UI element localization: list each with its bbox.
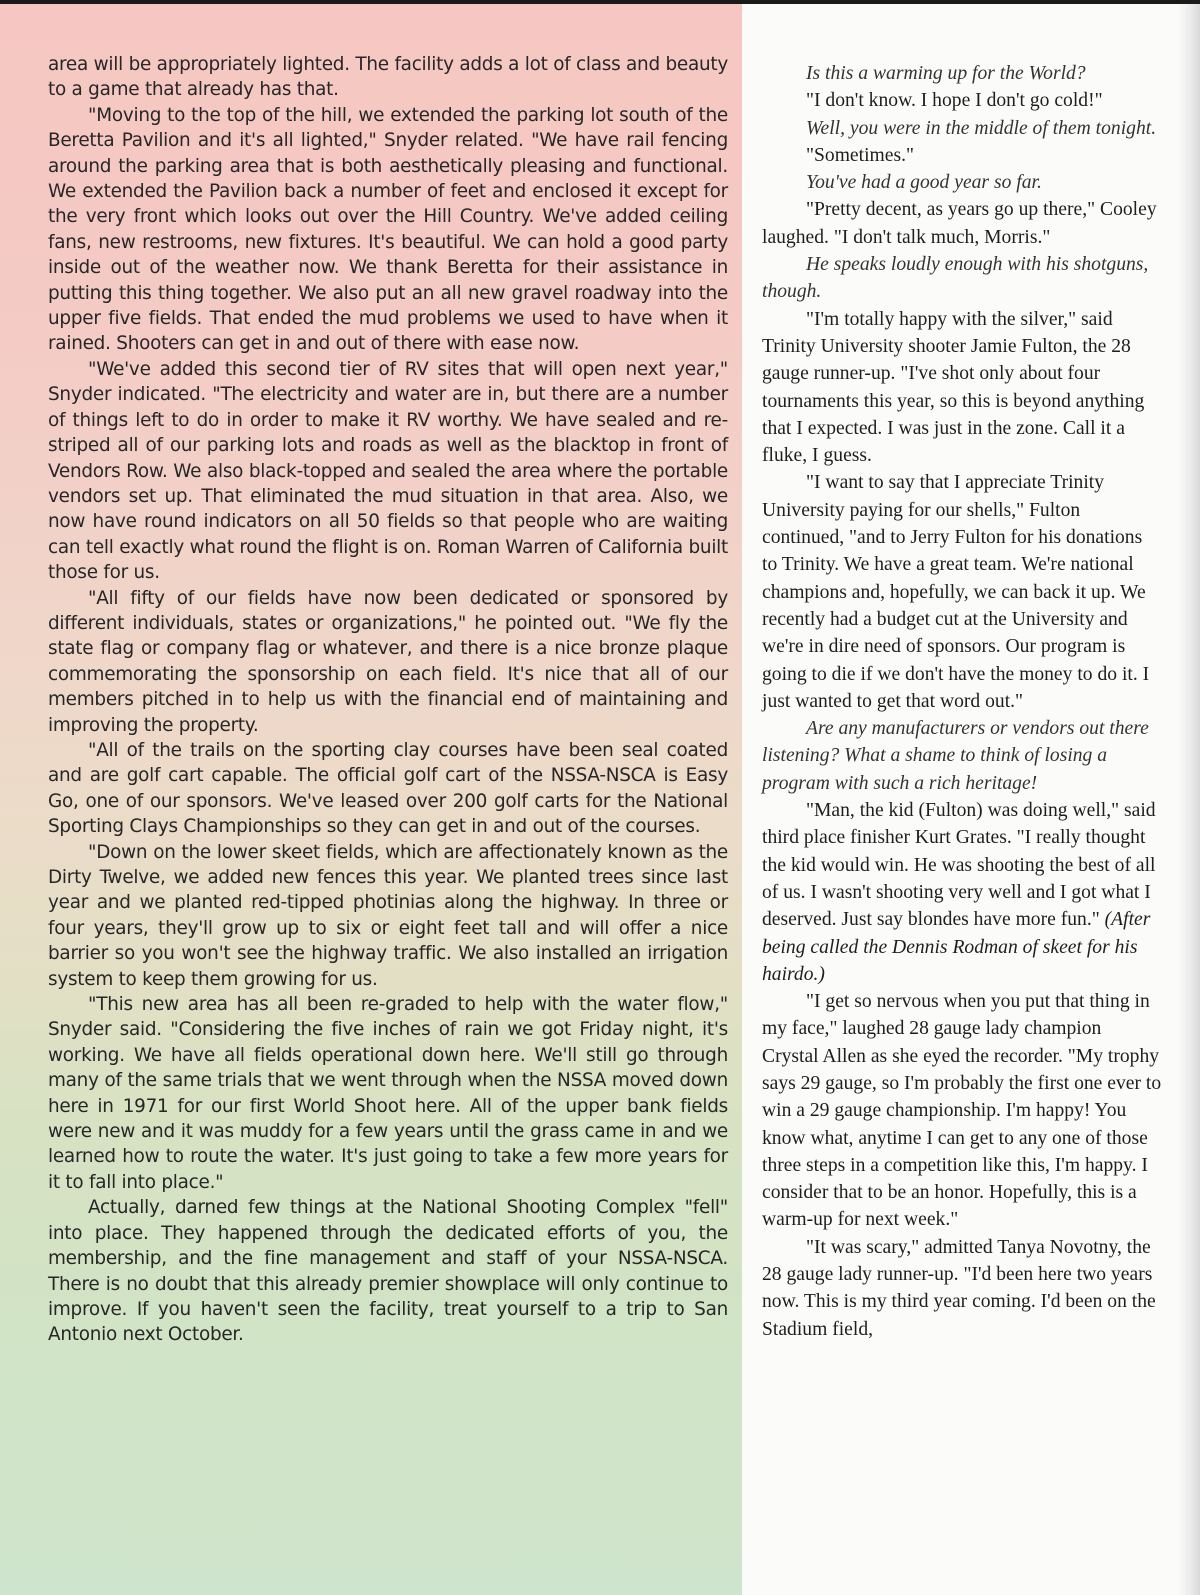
page-right-edge [1178, 4, 1200, 1595]
right-paragraph-4: "Sometimes." [806, 144, 914, 166]
right-paragraph-1: Is this a warming up for the World? [806, 63, 1086, 84]
right-paragraph-7: He speaks loudly enough with his shotguns, though. [762, 254, 1149, 303]
left-paragraph-8: Actually, darned few things at the National Shooting Complex "fell" into place. They happened through the dedicated efforts of you, the membership, and the fine management and staff of your NSSA-NSCA. There is no doubt that this already premier showplace will only continue to improve. If you haven't seen the facility, treat yourself to a trip to San Antonio next October. [48, 1197, 728, 1346]
left-paragraph-6: "Down on the lower skeet fields, which are affectionately known as the Dirty Twelve, we added new fences this year. We planted trees since last year and we planted red-tipped photinias along the highway. In three or four years, they'll grow up to six or eight feet tall and will offer a nice barrier so you won't see the highway traffic. We also installed an irrigation system to keep them growing for us. [48, 841, 728, 990]
left-paragraph-7: "This new area has all been re-graded to help with the water flow," Snyder said. "Considering the five inches of rain we got Friday night, it's working. We have all fields operational down here. We'll still go through many of the same trials that we went through when the NSSA moved down here in 1971 for our first World Shoot here. All of the upper bank fields were new and it was muddy for a few years until the grass came in and we learned how to route the water. It's just going to take a few more years for it to fall into place." [48, 994, 728, 1193]
right-paragraph-11-text: "Man, the kid (Fulton) was doing well," said third place finisher Kurt Grates. "I really thought the kid would win. He was shooting the best of all of us. I wasn't shooting very well and I got what I deserved. Just say blondes have more fun." [762, 800, 1156, 931]
left-paragraph-4: "All fifty of our fields have now been dedicated or sponsored by different individuals, states or organizations," he pointed out. "We fly the state flag or company flag or whatever, and there is a nice bronze plaque commemorating the sponsorship on each field. It's nice that all of our members pitched in to help us with the financial end of maintaining and improving the property. [48, 587, 728, 736]
right-paragraph-10: Are any manufacturers or vendors out there listening? What a shame to think of losing a program with such a rich heritage! [762, 718, 1149, 794]
right-paragraph-9: "I want to say that I appreciate Trinity University paying for our shells," Fulton continued, "and to Jerry Fulton for his donations to Trinity. We have a great team. We're national champions and, hopefully, we can back it up. We recently had a budget cut at the University and we're in dire need of sponsors. Our program is going to die if we don't have the money to do it. I just wanted to get that word out." [762, 472, 1150, 712]
right-paragraph-11-italic: (After being called the Dennis Rodman of skeet for his hairdo.) [762, 909, 1151, 985]
left-paragraph-2: "Moving to the top of the hill, we extended the parking lot south of the Beretta Pavilion and it's all lighted," Snyder related. "We have rail fencing around the parking area that is both aesthetically pleasing and functional. We extended the Pavilion back a number of feet and enclosed it except for the very front which looks out over the Hill Country. We've added ceiling fans, new restrooms, new fixtures. It's beautiful. We can hold a good party inside out of the weather now. We thank Beretta for their assistance in putting this thing together. We also put an all new gravel roadway into the upper five fields. That ended the mud problems we used to have when it rained. Shooters can get in and out of there with ease now. [48, 104, 728, 355]
right-paragraph-2: "I don't know. I hope I don't go cold!" [806, 90, 1103, 112]
right-paragraph-12: "I get so nervous when you put that thing in my face," laughed 28 gauge lady champion Crystal Allen as she eyed the recorder. "My trophy says 29 gauge, so I'm probably the first one ever to win a 29 gauge championship. I'm happy! You know what, anytime I can get to any one of those three steps in a competition like this, I'm happy. I consider that to be an honor. Hopefully, this is a warm-up for next week." [762, 991, 1162, 1231]
right-paragraph-3: Well, you were in the middle of them tonight. [806, 117, 1157, 139]
right-column-text [762, 60, 1162, 1343]
right-paragraph-5: You've had a good year so far. [806, 172, 1042, 194]
left-column-text [48, 52, 728, 1348]
right-paragraph-13: "It was scary," admitted Tanya Novotny, the 28 gauge lady runner-up. "I'd been here two years now. This is my third year coming. I'd been on the Stadium field, [762, 1236, 1156, 1340]
left-paragraph-1: area will be appropriately lighted. The facility adds a lot of class and beauty to a game that already has that. [48, 54, 728, 101]
right-paragraph-8: "I'm totally happy with the silver," said Trinity University shooter Jamie Fulton, the 28 gauge runner-up. "I've shot only about four tournaments this year, so this is beyond anything that I expected. I was just in the zone. Call it a fluke, I guess. [762, 308, 1145, 467]
left-paragraph-5: "All of the trails on the sporting clay courses have been seal coated and are golf cart capable. The official golf cart of the NSSA-NSCA is Easy Go, one of our sponsors. We've leased over 200 golf carts for the National Sporting Clays Championships so they can get in and out of the courses. [48, 739, 728, 838]
right-paragraph-11 [762, 797, 1162, 988]
left-paragraph-3: "We've added this second tier of RV sites that will open next year," Snyder indicated. "The electricity and water are in, but there are a number of things left to do in order to make it RV worthy. We have sealed and re-striped all of our parking lots and roads as well as the blacktop in front of Vendors Row. We also black-topped and sealed the area where the portable vendors set up. That eliminated the mud situation in that area. Also, we now have round indicators on all 50 fields so that people who are waiting can tell exactly what round the flight is on. Roman Warren of California built those for us. [48, 358, 728, 584]
right-paragraph-6: "Pretty decent, as years go up there," Cooley laughed. "I don't talk much, Morris." [762, 199, 1157, 248]
